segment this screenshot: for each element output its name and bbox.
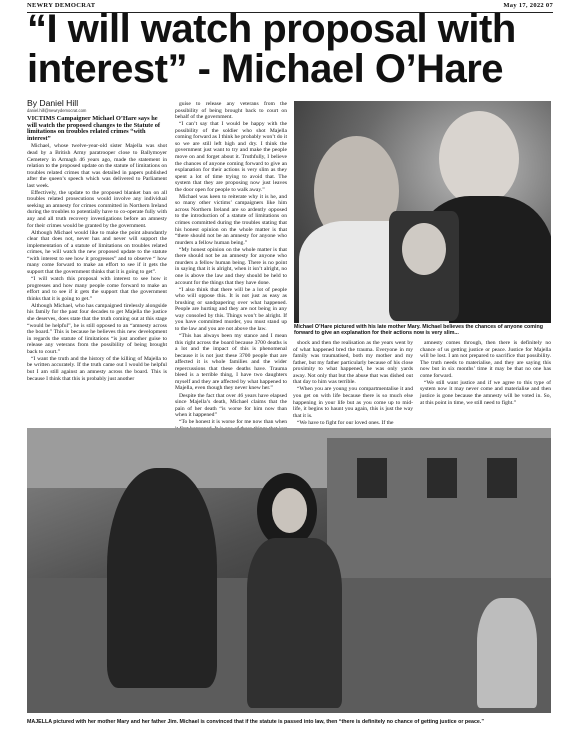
paragraph: Despite the fact that over 46 years have elapsed since Majella’s death, Michael claims that the pain of her death “is worse for him now than when it happened” bbox=[175, 392, 287, 419]
paragraph: Although Michael would like to make the point abundantly clear that does not, never has and never will support the implementation of a statute of limitations on troubles related crimes, he will watch the new proposed update to the statute “with interest to see how it progresses” and to observe “ how many come forward to make an effort to see if it gets the support that the government thinks that it is going to get”. bbox=[27, 229, 167, 275]
paragraph: “I also think that there will be a lot of people who will oppose this. It is not just as easy as brushing or sandpapering over what happened. People are hurting and they are not being in any way consoled by this. Things won’t be alright. If you have committed murder, you must stand up to the law and you are not above the law. bbox=[175, 286, 287, 332]
paragraph: “We still want justice and if we agree to this type of system now it may never come and materialise and then justice is gone because the amnesty will be voted in. So, at this point in time, we still need to fight.” bbox=[420, 379, 551, 406]
paragraph: “I can’t say that I would be happy with the possibility of the soldier who shot Majella coming forward as I think he probably won’t do it so we are still left high and dry. I think the government just want to try and make the people move on and forget about it. Truthfully, I believe the chances of anyone coming forward to give an explanation for their actions is very slim as they spent a lot of time trying to avoid that. The system that they are proposing now just leaves the door open for people to walk away.” bbox=[175, 121, 287, 193]
paragraph: “To be honest it is worse for me now than when bbox=[179, 419, 287, 426]
byline: By Daniel Hill bbox=[27, 98, 79, 108]
article-column-3 bbox=[293, 340, 413, 426]
paragraph: amnesty comes through, then there is definitely no chance of us getting justice or peace. Justice for Majella will be lost. I am not prepared to sacrifice that possibility. The truth needs to materialise, and they are saying this now but in six months’ time it may be that no one has come forward. bbox=[420, 340, 551, 379]
paragraph: shock and then the realisation as the years went by of what happened bred the trauma. Everyone in my family was traumatised, both my mother and my father, but my father particularly because of his close proximity to what happened, he was only yards away. Not only that but the abuse that was dished out that day to him was terrible. bbox=[293, 340, 413, 386]
paragraph: Michael was keen to reiterate why it is he, and so many other victims’ campaigners like him across Northern Ireland are so ardently opposed to the introduction of a statute of limitations on crimes committed during the troubles stating that his honest opinion on the whole matter is that “there should not be an amnesty for anyone who murders a fellow human being.” bbox=[175, 193, 287, 246]
paragraph: “I want the truth and the history of the killing of Majella to be written accurately. If the truth came out I would be helpful but I am still against an amnesty across the board. This is because I think that this is probably just another bbox=[27, 355, 167, 382]
paragraph: Effectively, the update to the proposed blanket ban on all troubles related prosecutions would involve any individual seeking an amnesty for crimes committed in Northern Ireland during the troubles to potentially have to co-operate fully with any and all truth recovery investigations before an amnesty for their crimes would be granted by the government. bbox=[27, 189, 167, 229]
paragraph: guise to release any veterans from the possibility of being brought back to court on behalf of the government. bbox=[175, 101, 287, 121]
paragraph: “When you are young you compartmentalise it and you get on with life because there is so much else happening in your life but as you come up to mid-life, it begins to haunt you again, this is just the way that it is. bbox=[293, 386, 413, 419]
headline: “I will watch proposal with interest” - Michael O’Hare bbox=[27, 7, 516, 91]
author-email: daniel.hill@newrydemocrat.com bbox=[27, 108, 87, 113]
photo-caption: Michael O’Hare pictured with his late mother Mary. Michael believes the chances of anyone coming forward to give an explanation for their actions now is very slim... bbox=[294, 324, 543, 337]
photo-caption: MAJELLA pictured with her mother Mary and her father Jim. Michael is convinced that if the statute is passed into law, then “there is definitely no chance of getting justice or peace.” bbox=[27, 719, 484, 725]
portrait-photo-icon bbox=[294, 101, 551, 323]
lead-paragraph: VICTIMS Campaigner Michael O’Hare says he will watch the proposed changes to the Statute of limitations on troubles related crimes “with interest” bbox=[27, 115, 161, 143]
paragraph: “This has always been my stance and I mean this right across the board because 3700 deaths is a lot and the impact of this is phenomenal because it is not just these 3700 people that are affected it is whole families and the wider repercussions that these deaths have. Trauma bleed is a terrible thing, I have two daughters myself and they are affected by what happened to Majella, even though they never knew her.” bbox=[175, 333, 287, 392]
article-column-2 bbox=[175, 101, 287, 446]
paper-name: NEWRY DEMOCRAT bbox=[27, 2, 96, 9]
family-photo-icon bbox=[27, 428, 551, 713]
page-date: May 17, 2022 07 bbox=[503, 2, 553, 9]
article-column-4 bbox=[420, 340, 551, 406]
paragraph: “My honest opinion on the whole matter is that there should not be an amnesty for anyone who murders a fellow human being. There is no point in saying that it is alright, when it isn’t alright, no one is above the law and they should be held to account for the things that they have done. bbox=[175, 246, 287, 286]
paragraph: “We have to fight for our loved ones. If the bbox=[297, 419, 394, 426]
paragraph: Although Michael, who has campaigned tirelessly alongside his family for the past four decades to get Majella the justice she deserves, does state that the truth coming out at this stage “would be helpful”, he is still opposed to an “amnesty across the board.” This is because he believes this new development in regards the statute of limitations “is just another guise to release any veterans from the possibility of being brought back to court.” bbox=[27, 302, 167, 355]
article-column-1 bbox=[27, 116, 167, 382]
paragraph: Michael, whose twelve-year-old sister Majella was shot dead by a British Army paratrooper close to Ballymoyer Cemetery in Armagh 46 years ago, made the statement in relation to the proposed update on the statute of limitations on troubles related crimes that was detailed in papers published after the queen’s speech which was delivered to Parliament last week. bbox=[27, 143, 167, 189]
paragraph: “I will watch this proposal with interest to see how it progresses and how many people come forward to make an effort and to see if it gets the support that the government thinks that it is going to get.” bbox=[27, 276, 167, 302]
